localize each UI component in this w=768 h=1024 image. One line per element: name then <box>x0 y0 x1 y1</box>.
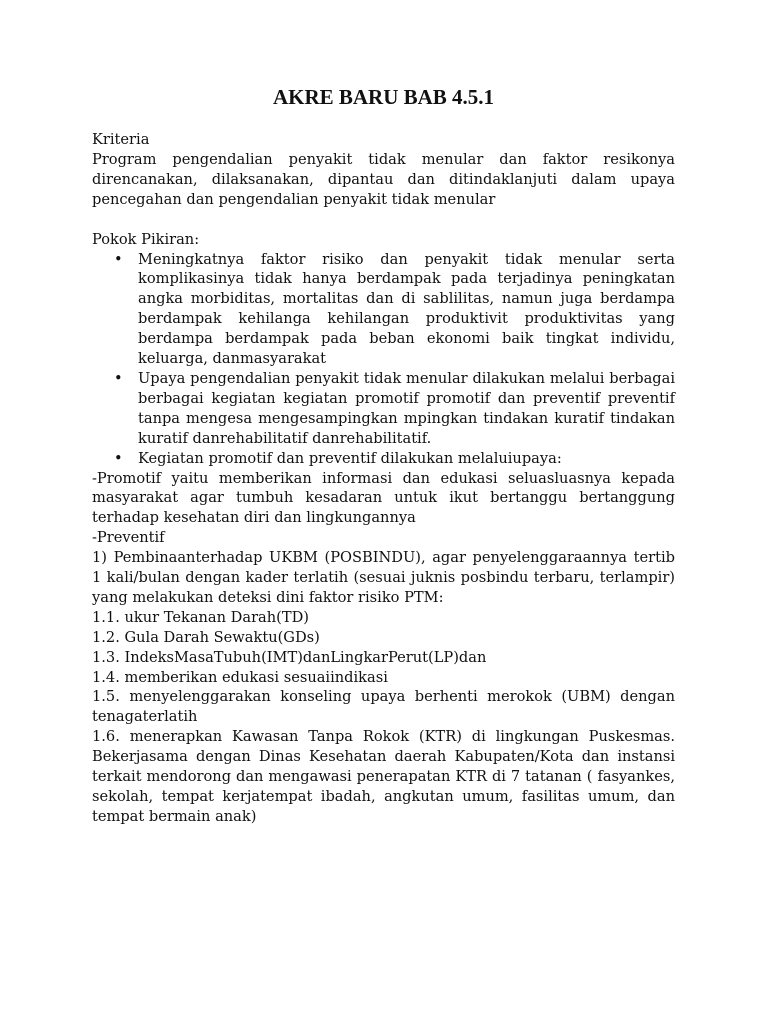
document-page <box>92 84 675 827</box>
pembinaan-paragraph: 1) Pembinaanterhadap UKBM (POSBINDU), agar penyelenggaraannya tertib 1 kali/bulan dengan kader terlatih (sesuai juknis posbindu terbaru, terlampir) yang melakukan deteksi dini faktor risiko PTM: <box>92 549 675 606</box>
list-item: 1.4. memberikan edukasi sesuaiindikasi <box>92 668 388 686</box>
bullet-icon: • <box>114 369 123 387</box>
list-item: 1.1. ukur Tekanan Darah(TD) <box>92 608 309 626</box>
list-item: 1.5. menyelenggarakan konseling upaya berhenti merokok (UBM) dengan tenagaterlatih <box>92 688 675 726</box>
bullet-text: Kegiatan promotif dan preventif dilakukan melaluiupaya: <box>138 449 562 467</box>
pokok-pikiran-label: Pokok Pikiran: <box>92 230 200 248</box>
promotif-paragraph: -Promotif yaitu memberikan informasi dan edukasi seluasluasnya kepada masyarakat agar tumbuh kesadaran untuk ikut bertanggu bertanggung terhadap kesehatan diri dan lingkungannya <box>92 469 675 527</box>
bullet-text: Upaya pengendalian penyakit tidak menular dilakukan melalui berbagai berbagai kegiatan kegiatan promotif promotif dan preventif preventif tanpa mengesa mengesampingkan mpingkan tindakan kuratif tindakan kuratif danrehabilitatif danrehabilitatif. <box>138 369 675 447</box>
bullet-text: Meningkatnya faktor risiko dan penyakit tidak menular serta komplikasinya tidak hanya berdampak pada terjadinya peningkatan angka morbiditas, mortalitas dan di sablilitas, namun juga berdampa berdampak kehilanga kehilangan produktivit produktivitas yang berdampa berdampak pada beban ekonomi baik tingkat individu, keluarga, danmasyarakat <box>138 250 675 368</box>
kriteria-label: Kriteria <box>92 131 150 148</box>
bullet-icon: • <box>114 250 123 268</box>
list-item <box>114 449 675 469</box>
list-item: 1.3. IndeksMasaTubuh(IMT)danLingkarPerut(LP)dan <box>92 648 487 666</box>
list-item <box>114 250 675 369</box>
paragraph-gap <box>92 210 675 230</box>
list-item: 1.2. Gula Darah Sewaktu(GDs) <box>92 628 320 646</box>
preventif-label: -Preventif <box>92 529 165 547</box>
list-item <box>114 369 675 449</box>
document-title: AKRE BARU BAB 4.5.1 <box>272 85 495 109</box>
list-item: 1.6. menerapkan Kawasan Tanpa Rokok (KTR) di lingkungan Puskesmas. Bekerjasama dengan Dinas Kesehatan daerah Kabupaten/Kota dan instansi terkait mendorong dan mengawasi penerapatan KTR di 7 tatanan ( fasyankes, sekolah, tempat kerjatempat ibadah, angkutan umum, fasilitas umum, dan tempat bermain anak) <box>92 728 675 825</box>
bullet-icon: • <box>114 449 123 467</box>
pokok-pikiran-list <box>92 250 675 469</box>
kriteria-text: Program pengendalian penyakit tidak menular dan faktor resikonya direncanakan, dilaksanakan, dipantau dan ditindaklanjuti dalam upaya pencegahan dan pengendalian penyakit tidak menular <box>92 150 675 208</box>
